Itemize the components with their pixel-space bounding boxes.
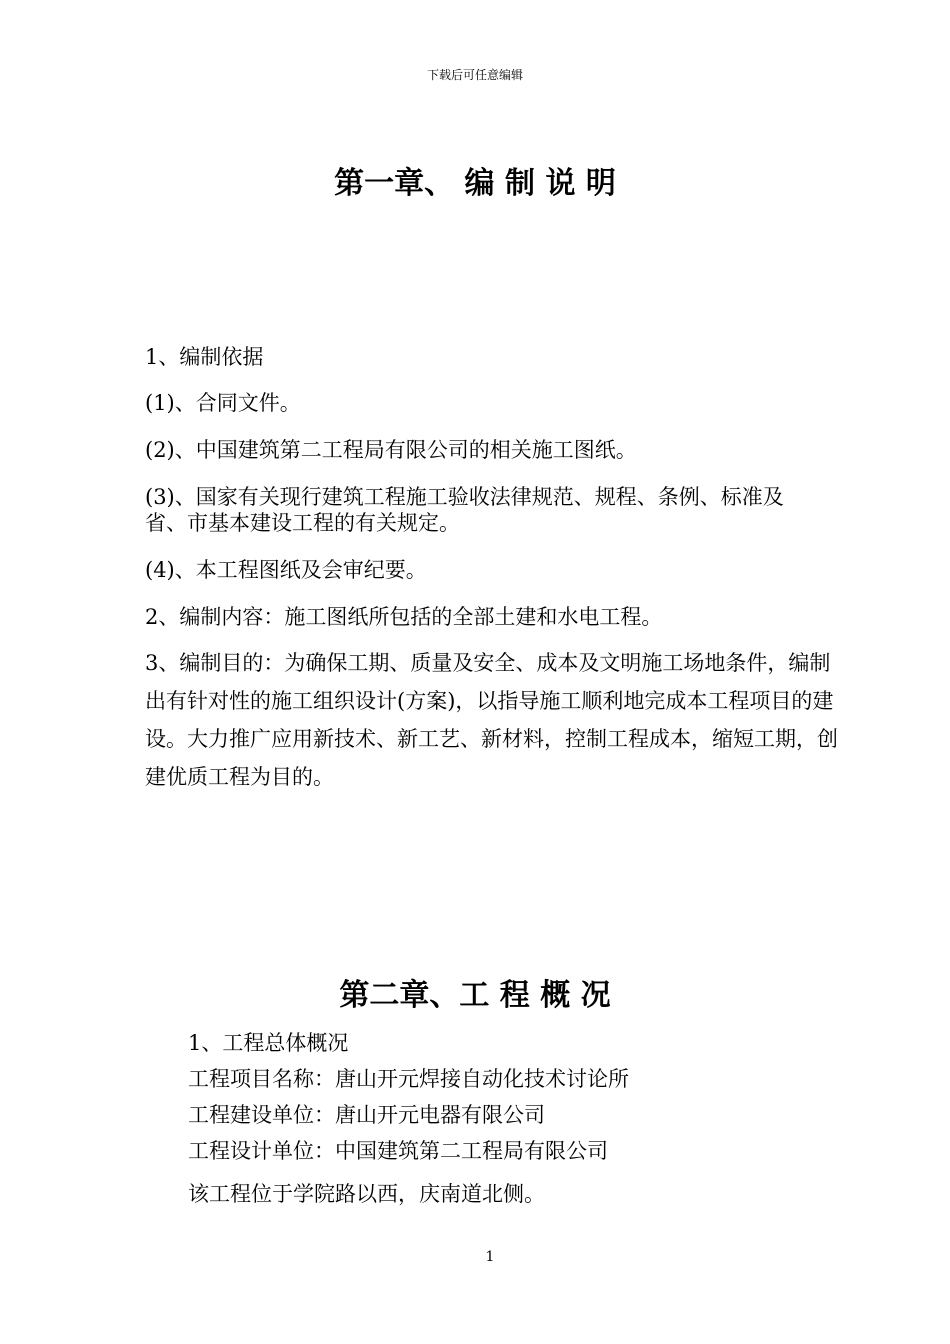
design-unit: 工程设计单位：中国建筑第二工程局有限公司	[188, 1139, 608, 1163]
basis-item-2: (2)、中国建筑第二工程局有限公司的相关施工图纸。	[145, 438, 637, 462]
section-2-content: 2、编制内容：施工图纸所包括的全部土建和水电工程。	[145, 605, 663, 629]
basis-item-3-cont: 省、市基本建设工程的有关规定。	[145, 511, 460, 535]
basis-item-4: (4)、本工程图纸及会审纪要。	[145, 558, 427, 582]
section-3-purpose: 3、编制目的：为确保工期、质量及安全、成本及文明施工场地条件，编制出有针对性的施工组织设计(方案)，以指导施工顺利地完成本工程项目的建设。大力推广应用新技术、新工艺、新材料，控制工程成本，缩短工期，创建优质工程为目的。	[145, 651, 838, 789]
page-header: 下载后可任意编辑	[426, 68, 523, 82]
construction-unit: 工程建设单位：唐山开元电器有限公司	[188, 1103, 545, 1127]
chapter-1-title: 第一章、 编 制 说 明	[334, 166, 616, 201]
section-1-heading: 1、编制依据	[145, 345, 264, 369]
project-name: 工程项目名称：唐山开元焊接自动化技术讨论所	[188, 1067, 629, 1091]
basis-item-1: (1)、合同文件。	[145, 391, 301, 415]
project-location: 该工程位于学院路以西，庆南道北侧。	[188, 1182, 545, 1206]
basis-item-3: (3)、国家有关现行建筑工程施工验收法律规范、规程、条例、标准及	[145, 485, 784, 509]
overview-heading: 1、工程总体概况	[188, 1031, 349, 1055]
page-number: 1	[485, 1249, 495, 1265]
chapter-2-title: 第二章、工 程 概 况	[339, 978, 611, 1013]
